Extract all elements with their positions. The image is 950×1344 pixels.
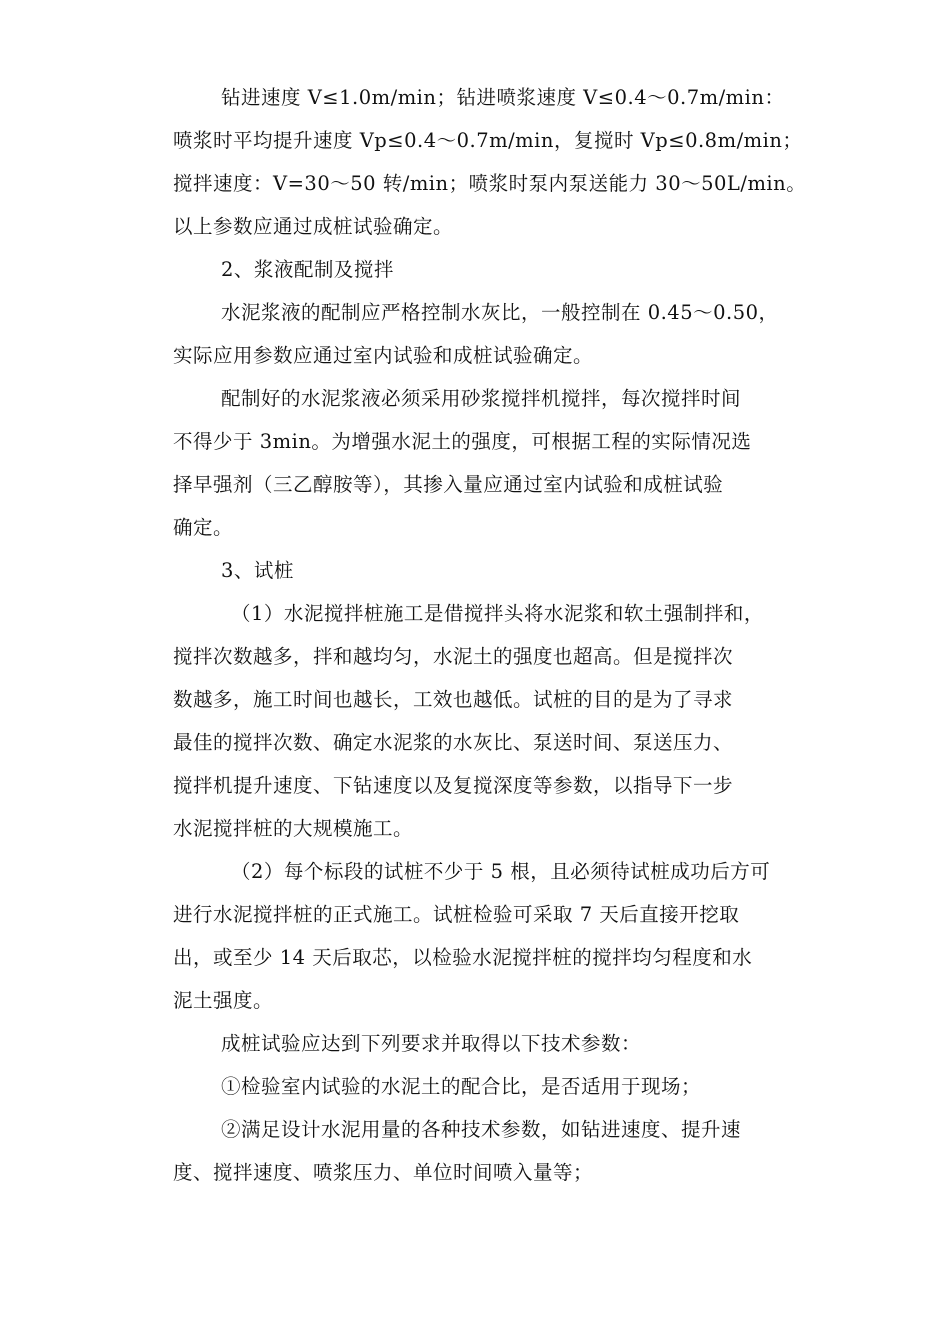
- text-line: 成桩试验应达到下列要求并取得以下技术参数：: [221, 1032, 642, 1055]
- text-line: （1）水泥搅拌桩施工是借搅拌头将水泥浆和软土强制拌和，: [231, 602, 764, 625]
- text-line: 水泥浆液的配制应严格控制水灰比，一般控制在 0.45～0.50，: [221, 301, 779, 324]
- text-line: 配制好的水泥浆液必须采用砂浆搅拌机搅拌，每次搅拌时间: [221, 387, 742, 410]
- text-line: 数越多，施工时间也越长，工效也越低。试桩的目的是为了寻求: [173, 688, 734, 711]
- text-line: 搅拌机提升速度、下钻速度以及复搅深度等参数，以指导下一步: [173, 774, 734, 797]
- section-heading: 3、试桩: [221, 559, 294, 582]
- text-line: 确定。: [173, 516, 234, 539]
- text-line: 实际应用参数应通过室内试验和成桩试验确定。: [173, 344, 594, 367]
- section-heading: 2、浆液配制及搅拌: [221, 258, 394, 281]
- document-body: [173, 76, 813, 1194]
- text-line: 水泥搅拌桩的大规模施工。: [173, 817, 414, 840]
- text-line: ①检验室内试验的水泥土的配合比，是否适用于现场；: [221, 1075, 702, 1098]
- text-line: （2）每个标段的试桩不少于 5 根，且必须待试桩成功后方可: [231, 860, 771, 883]
- text-line: 不得少于 3min。为增强水泥土的强度，可根据工程的实际情况选: [173, 430, 752, 453]
- text-line: 择早强剂（三乙醇胺等），其掺入量应通过室内试验和成桩试验: [173, 473, 724, 496]
- text-line: 泥土强度。: [173, 989, 274, 1012]
- text-line: 以上参数应通过成桩试验确定。: [173, 215, 454, 238]
- text-line: 搅拌次数越多，拌和越均匀，水泥土的强度也超高。但是搅拌次: [173, 645, 734, 668]
- text-line: 出，或至少 14 天后取芯，以检验水泥搅拌桩的搅拌均匀程度和水: [173, 946, 753, 969]
- text-line: 钻进速度 V≤1.0m/min；钻进喷浆速度 V≤0.4～0.7m/min：: [221, 86, 785, 109]
- text-line: ②满足设计水泥用量的各种技术参数，如钻进速度、提升速: [221, 1118, 742, 1141]
- text-line: 搅拌速度：V=30～50 转/min；喷浆时泵内泵送能力 30～50L/min。: [173, 172, 807, 195]
- text-line: 进行水泥搅拌桩的正式施工。试桩检验可采取 7 天后直接开挖取: [173, 903, 740, 926]
- text-line: 度、搅拌速度、喷浆压力、单位时间喷入量等；: [173, 1161, 594, 1184]
- text-line: 最佳的搅拌次数、确定水泥浆的水灰比、泵送时间、泵送压力、: [173, 731, 734, 754]
- text-line: 喷浆时平均提升速度 Vp≤0.4～0.7m/min，复搅时 Vp≤0.8m/min；: [173, 129, 803, 152]
